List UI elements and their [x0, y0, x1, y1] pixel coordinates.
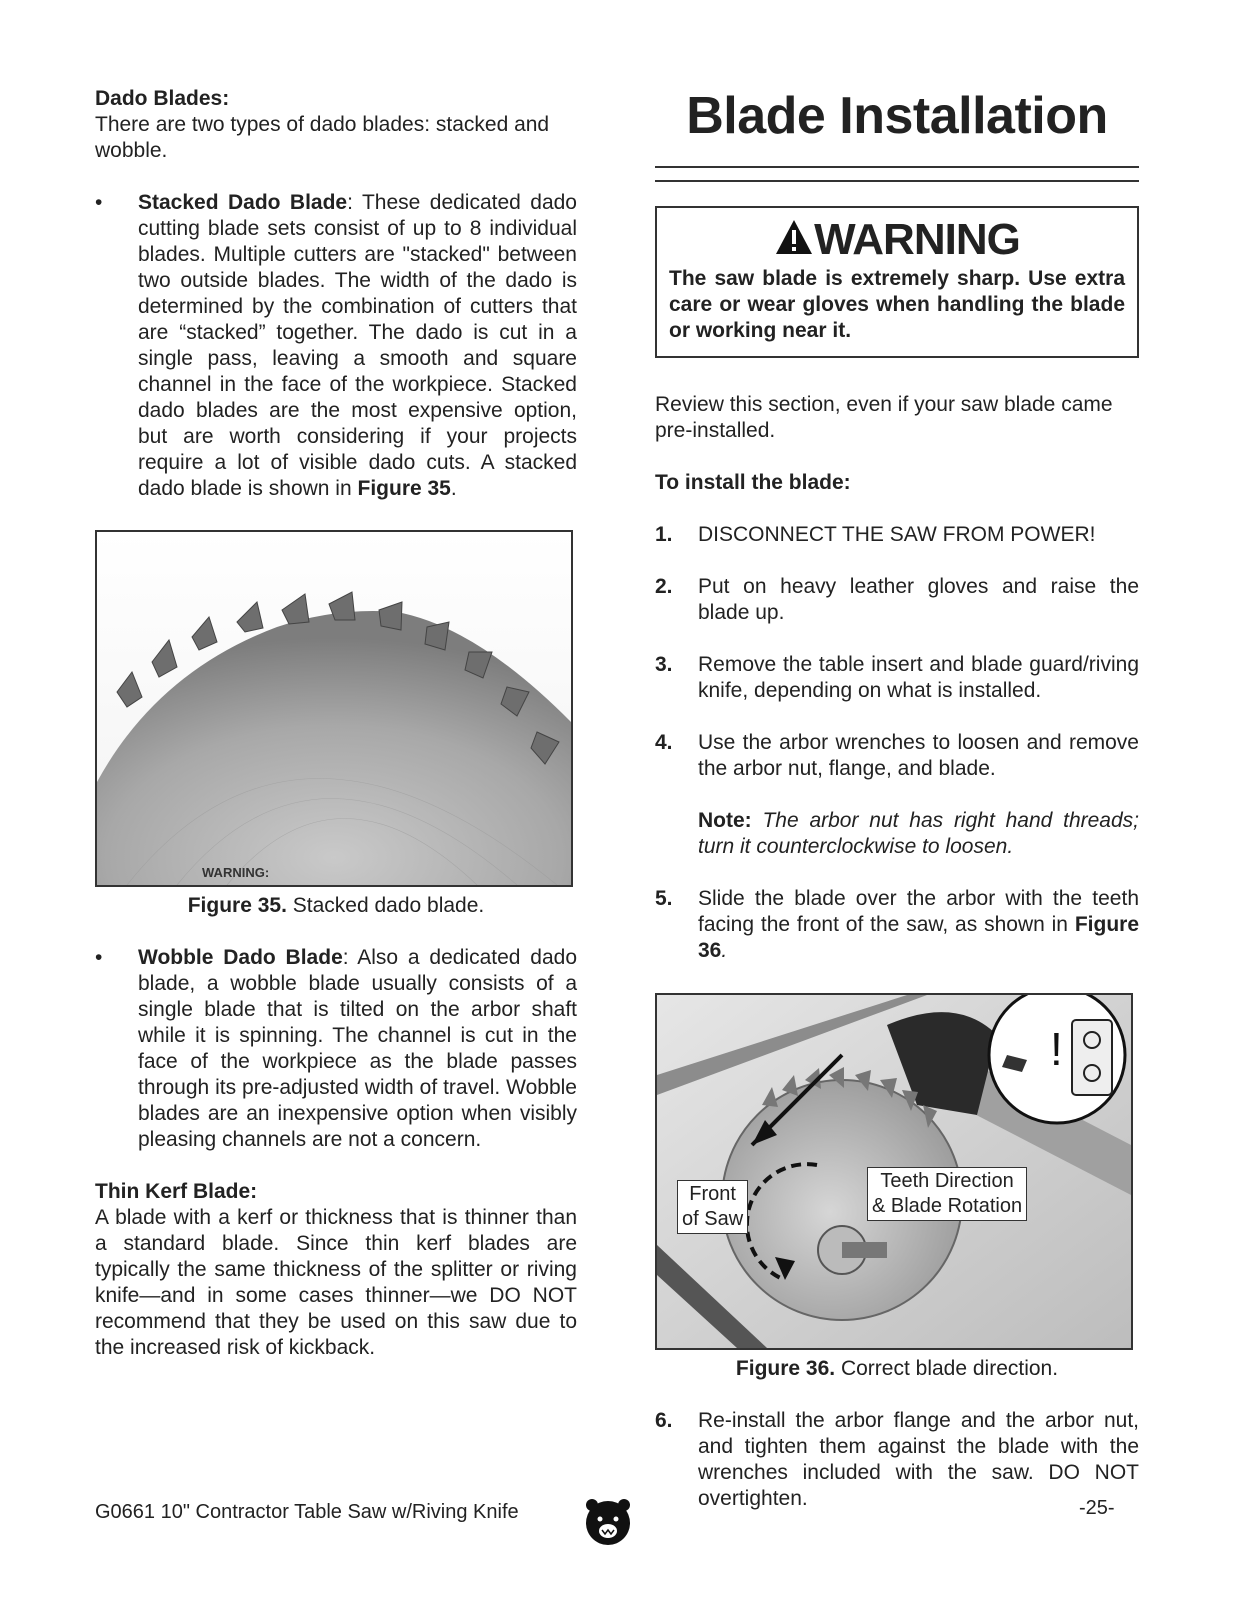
stacked-end: .	[450, 477, 457, 500]
stacked-bullet	[95, 190, 577, 502]
step-3	[655, 652, 1139, 704]
left-column	[95, 86, 577, 1361]
title-divider	[655, 166, 1139, 182]
bullet-dot: •	[95, 946, 103, 969]
thin-kerf-heading: Thin Kerf Blade:	[95, 1180, 258, 1203]
stacked-title: Stacked Dado Blade	[138, 191, 348, 214]
step-5-ref: Figure 36	[698, 913, 1139, 962]
warning-title: WARNING	[814, 215, 1020, 264]
front-of-saw-label	[677, 1180, 748, 1234]
thin-kerf-text: A blade with a kerf or thickness that is thinner than a standard blade. Since thin kerf blades are typically the same thickness of the splitter or riving knife—and in some cases thinner—we DO NOT recommend that they be used on this saw due to the increased risk of kickback.	[95, 1206, 577, 1359]
step-5-end: .	[721, 939, 728, 962]
step-1	[655, 522, 1139, 548]
install-heading: To install the blade:	[655, 471, 851, 494]
step-4	[655, 730, 1139, 860]
step-text: Slide the blade over the arbor with the teeth facing the front of the saw, as shown in	[698, 887, 1139, 936]
figure-35-image-text: WARNING:	[202, 865, 270, 880]
figure-36-caption-text: Correct blade direction.	[835, 1357, 1059, 1380]
stacked-ref: Figure 35	[357, 477, 451, 500]
review-text: Review this section, even if your saw blade came pre-installed.	[655, 393, 1113, 442]
page-number: -25-	[1079, 1497, 1115, 1519]
warning-header	[669, 214, 1125, 266]
teeth-label-line-1: Teeth Direction	[880, 1170, 1014, 1192]
step-4-note	[698, 808, 1139, 860]
wobble-bullet	[95, 945, 577, 1153]
stacked-text: : These dedicated dado cutting blade sets consist of up to 8 individual blades. Multiple cutters are "stacked" between two outside blades. The width of the dado is determined by the combination of cutters that are “stacked” together. The dado is cut in a single pass, leaving a smooth and square channel in the face of the workpiece. Stacked dado blades are the most expensive option, but are worth considering if your projects require a lot of visible dado cuts. A stacked dado blade is shown in	[138, 191, 577, 500]
step-number: 3.	[655, 653, 673, 676]
step-text: Remove the table insert and blade guard/riving knife, depending on what is installed.	[698, 653, 1139, 702]
warning-box	[655, 206, 1139, 358]
step-text: Re-install the arbor flange and the arbor nut, and tighten them against the blade with the wrenches included with the saw. DO NOT overtighten.	[698, 1409, 1139, 1510]
step-number: 6.	[655, 1409, 673, 1432]
figure-36-label: Figure 36.	[735, 1357, 836, 1380]
step-5	[655, 886, 1139, 964]
right-column	[655, 86, 1139, 1512]
figure-35-caption-text: Stacked dado blade.	[286, 894, 485, 917]
teeth-label-line-2: & Blade Rotation	[872, 1195, 1023, 1217]
dado-heading: Dado Blades:	[95, 87, 230, 110]
step-6	[655, 1408, 1139, 1512]
footer-model-text: G0661 10" Contractor Table Saw w/Riving Knife	[95, 1501, 519, 1523]
dado-intro: There are two types of dado blades: stacked and wobble.	[95, 113, 550, 162]
wobble-text: : Also a dedicated dado blade, a wobble blade usually consists of a single blade that is tilted on the arbor shaft while it is spinning. The channel is cut in the face of the workpiece as the blade passes through its pre-adjusted width of travel. Wobble blades are an inexpensive option when visibly pleasing channels are not a concern.	[138, 946, 577, 1151]
figure-35-caption	[95, 893, 577, 919]
wobble-title: Wobble Dado Blade	[138, 946, 343, 969]
bear-logo-icon	[584, 1497, 632, 1547]
page-title: Blade Installation	[686, 87, 1108, 145]
figure-36-image	[655, 993, 1133, 1350]
step-number: 2.	[655, 575, 673, 598]
bullet-dot: •	[95, 191, 103, 214]
warning-triangle-icon	[774, 218, 814, 256]
step-number: 4.	[655, 731, 673, 754]
front-label-line-2: of Saw	[682, 1208, 744, 1230]
front-label-line-1: Front	[689, 1183, 736, 1205]
figure-35-label: Figure 35.	[187, 894, 287, 917]
step-text: DISCONNECT THE SAW FROM POWER!	[698, 523, 1096, 546]
stacked-dado-blade-illustration	[97, 532, 571, 885]
note-label: Note:	[698, 809, 752, 832]
step-2	[655, 574, 1139, 626]
step-text: Use the arbor wrenches to loosen and remove the arbor nut, flange, and blade.	[698, 731, 1139, 780]
note-text: The arbor nut has right hand threads; turn it counterclockwise to loosen.	[698, 809, 1139, 858]
figure-36-caption	[655, 1356, 1139, 1382]
warning-text: The saw blade is extremely sharp. Use extra care or wear gloves when handling the blade or working near it.	[669, 267, 1125, 342]
teeth-direction-label	[867, 1167, 1027, 1221]
figure-35-image	[95, 530, 573, 887]
step-number: 5.	[655, 887, 673, 910]
exclamation-icon: !	[1050, 1023, 1063, 1075]
step-text: Put on heavy leather gloves and raise the blade up.	[698, 575, 1139, 624]
step-number: 1.	[655, 523, 673, 546]
